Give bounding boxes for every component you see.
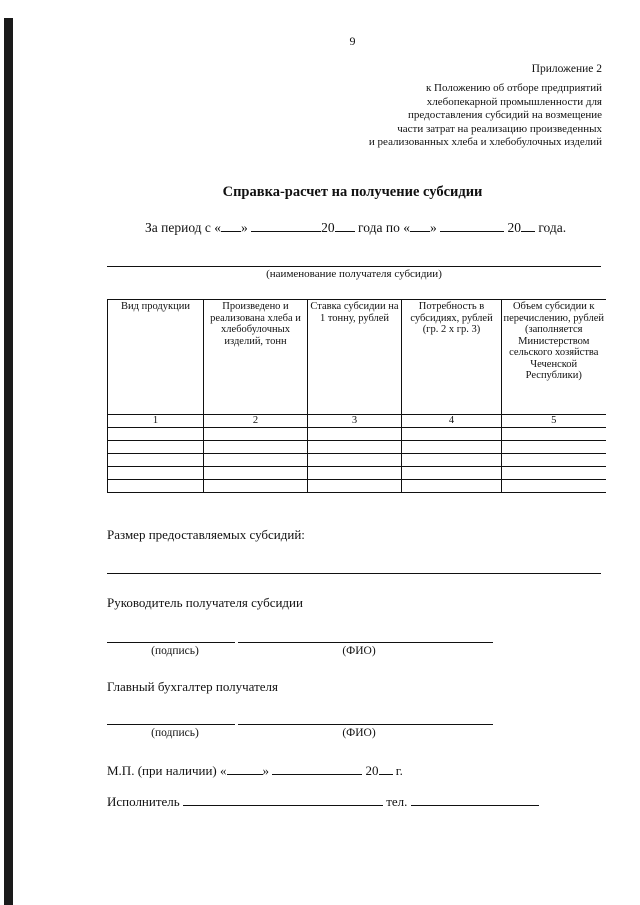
document-heading: Справка-расчет на получение субсидии [222, 184, 483, 200]
accountant-signature-line[interactable] [107, 724, 235, 725]
mp-day-blank[interactable] [227, 762, 263, 775]
mp-year-blank[interactable] [379, 762, 393, 775]
phone-blank[interactable] [411, 793, 539, 806]
head-label: Руководитель получателя субсидии [107, 595, 303, 610]
phone-label: тел. [386, 794, 408, 809]
recipient-caption: (наименование получателя субсидии) [266, 268, 442, 280]
table-cell[interactable] [502, 480, 606, 493]
table-cell[interactable] [402, 467, 502, 480]
executor-label: Исполнитель [107, 794, 180, 809]
head-fio-line[interactable] [238, 642, 493, 643]
table-header-row [108, 300, 606, 415]
appendix-line: части затрат на реализацию произведенных [397, 122, 602, 135]
period-end-day-blank[interactable] [410, 219, 430, 232]
period-line [145, 219, 566, 236]
table-cell[interactable] [204, 454, 308, 467]
head-signature-caption: (подпись) [151, 645, 199, 657]
period-year-prefix: 20 [321, 220, 335, 235]
table-cell[interactable] [308, 480, 402, 493]
mp-close-quote: » [262, 763, 270, 778]
period-end: года. [538, 220, 567, 235]
table-row [108, 480, 606, 493]
column-number: 4 [402, 415, 502, 428]
accountant-label: Главный бухгалтер получателя [107, 679, 279, 694]
appendix-title: Приложение 2 [531, 63, 602, 75]
header-need: Потребность в субсидиях, рублей (гр. 2 х гр. 3) [402, 300, 502, 415]
head-signature-line[interactable] [107, 642, 235, 643]
table-cell[interactable] [402, 441, 502, 454]
table-cell[interactable] [204, 480, 308, 493]
period-start-month-blank[interactable] [251, 219, 321, 232]
subsidy-size-line[interactable] [107, 573, 601, 574]
table-cell[interactable] [402, 454, 502, 467]
stamp-date-line [107, 762, 403, 779]
table-cell[interactable] [204, 441, 308, 454]
appendix-line: хлебопекарной промышленности для [426, 95, 602, 108]
table-cell[interactable] [402, 480, 502, 493]
table-cell[interactable] [502, 441, 606, 454]
table-cell[interactable] [108, 480, 204, 493]
mp-year-prefix: 20 [365, 763, 379, 778]
header-product-type: Вид продукции [108, 300, 204, 415]
table-cell[interactable] [204, 428, 308, 441]
recipient-name-line[interactable] [107, 266, 601, 267]
appendix-line: предоставления субсидий на возмещение [408, 109, 602, 121]
period-year-prefix-2: 20 [507, 220, 521, 235]
period-end-month-blank[interactable] [440, 219, 504, 232]
table-cell[interactable] [108, 428, 204, 441]
period-close-quote-2: » [429, 220, 437, 235]
table-number-row [108, 415, 606, 428]
table-cell[interactable] [108, 454, 204, 467]
table-cell[interactable] [204, 467, 308, 480]
column-number: 1 [108, 415, 204, 428]
table-cell[interactable] [502, 428, 606, 441]
header-rate: Ставка субсидии на 1 тонну, рублей [308, 300, 402, 415]
header-transfer-volume: Объем субсидии к перечислению, рублей (заполняется Министерством сельского хозяйства Чеченской Республики) [502, 300, 606, 415]
column-number: 2 [204, 415, 308, 428]
binding-margin-bar [4, 18, 13, 905]
mp-year-suffix: г. [395, 763, 403, 778]
table-cell[interactable] [308, 467, 402, 480]
table-cell[interactable] [308, 441, 402, 454]
accountant-signature-caption: (подпись) [151, 727, 199, 739]
executor-line [107, 793, 539, 810]
accountant-fio-caption: (ФИО) [342, 727, 376, 739]
mp-month-blank[interactable] [272, 762, 362, 775]
executor-name-blank[interactable] [183, 793, 383, 806]
period-year-word: года по « [358, 220, 410, 235]
table-row [108, 467, 606, 480]
table-cell[interactable] [108, 441, 204, 454]
appendix-reference [369, 82, 602, 150]
column-number: 3 [308, 415, 402, 428]
period-start-day-blank[interactable] [221, 219, 241, 232]
period-end-year-blank[interactable] [521, 219, 535, 232]
accountant-fio-line[interactable] [238, 724, 493, 725]
table-cell[interactable] [308, 454, 402, 467]
table-cell[interactable] [308, 428, 402, 441]
subsidy-size-label: Размер предоставляемых субсидий: [107, 527, 305, 542]
table-cell[interactable] [402, 428, 502, 441]
table-cell[interactable] [108, 467, 204, 480]
period-close-quote: » [241, 220, 248, 235]
page-number: 9 [349, 34, 356, 48]
mp-prefix: М.П. (при наличии) « [107, 763, 227, 778]
period-prefix: За период с « [145, 220, 222, 235]
subsidy-table [107, 299, 606, 493]
head-fio-caption: (ФИО) [342, 645, 376, 657]
table-cell[interactable] [502, 454, 606, 467]
column-number: 5 [502, 415, 606, 428]
table-row [108, 441, 606, 454]
appendix-line: и реализованных хлеба и хлебобулочных изделий [368, 136, 602, 148]
table-row [108, 454, 606, 467]
period-start-year-blank[interactable] [335, 219, 355, 232]
table-row [108, 428, 606, 441]
appendix-line: к Положению об отборе предприятий [425, 82, 602, 94]
header-produced-tons: Произведено и реализована хлеба и хлебобулочных изделий, тонн [204, 300, 308, 415]
table-cell[interactable] [502, 467, 606, 480]
